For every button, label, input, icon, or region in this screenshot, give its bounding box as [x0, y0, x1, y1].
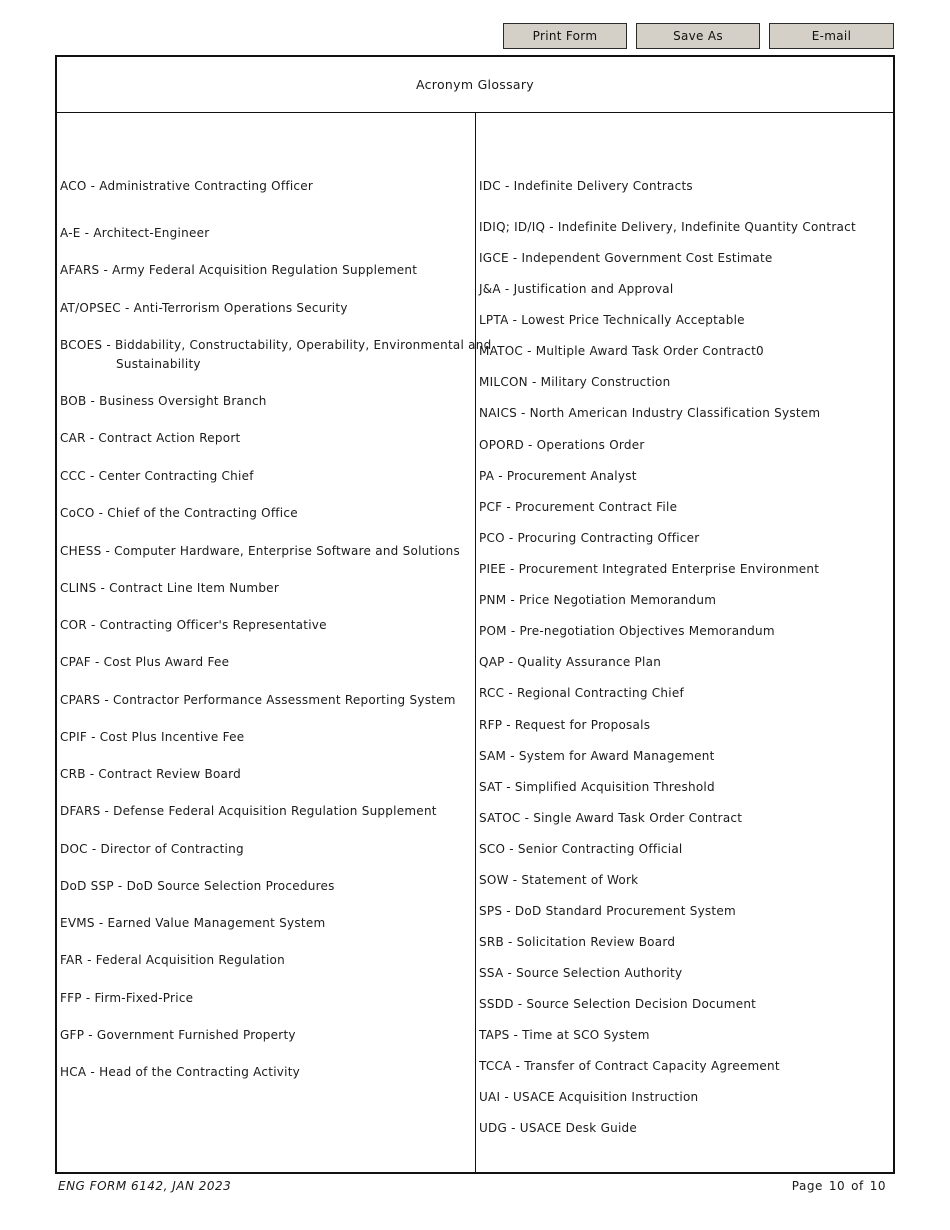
glossary-entry-text: J&A - Justification and Approval: [479, 282, 674, 296]
glossary-entry: [479, 177, 889, 196]
glossary-entry-text: SAM - System for Award Management: [479, 749, 715, 763]
glossary-entry: [479, 995, 889, 1014]
glossary-entry-text: IDC - Indefinite Delivery Contracts: [479, 179, 693, 193]
glossary-entry: [479, 1057, 889, 1076]
email-button[interactable]: E-mail: [769, 23, 894, 49]
form-identifier: ENG FORM 6142, JAN 2023: [58, 1179, 232, 1193]
glossary-entry: [60, 691, 470, 710]
glossary-entry-text: COR - Contracting Officer's Representative: [60, 618, 327, 632]
glossary-entry: [479, 529, 889, 548]
glossary-entry-text: AFARS - Army Federal Acquisition Regulation Supplement: [60, 263, 418, 277]
glossary-entry: [60, 616, 470, 635]
glossary-entry-text: SOW - Statement of Work: [479, 873, 639, 887]
glossary-entry-text: IGCE - Independent Government Cost Estimate: [479, 251, 773, 265]
glossary-entry-text: HCA - Head of the Contracting Activity: [60, 1065, 301, 1079]
glossary-title: Acronym Glossary: [57, 57, 893, 113]
glossary-entry: [60, 579, 470, 598]
glossary-entry-text: GFP - Government Furnished Property: [60, 1028, 296, 1042]
glossary-entry: [60, 542, 470, 561]
glossary-entry: [60, 877, 470, 896]
form-toolbar: [503, 23, 894, 51]
glossary-entry: [479, 1119, 889, 1138]
glossary-entry-text: IDIQ; ID/IQ - Indefinite Delivery, Indefinite Quantity Contract: [479, 220, 856, 234]
glossary-entry-text: TCCA - Transfer of Contract Capacity Agreement: [479, 1059, 780, 1073]
glossary-entry-text: MATOC - Multiple Award Task Order Contract0: [479, 344, 764, 358]
glossary-entry-text: CAR - Contract Action Report: [60, 431, 241, 445]
glossary-entry-text: PA - Procurement Analyst: [479, 469, 637, 483]
glossary-entry: [60, 299, 470, 318]
glossary-entry-text: UDG - USACE Desk Guide: [479, 1121, 638, 1135]
glossary-entry-text: BOB - Business Oversight Branch: [60, 394, 267, 408]
glossary-entry: [479, 498, 889, 517]
glossary-entry: [60, 653, 470, 672]
glossary-entry-text: SPS - DoD Standard Procurement System: [479, 904, 736, 918]
glossary-entry: [60, 392, 470, 411]
glossary-entry: [479, 840, 889, 859]
glossary-entry: [479, 311, 889, 330]
glossary-entry-text: CHESS - Computer Hardware, Enterprise Software and Solutions: [60, 544, 460, 558]
glossary-entry-text: CoCO - Chief of the Contracting Office: [60, 506, 298, 520]
glossary-entry: [479, 280, 889, 299]
glossary-entry-text: UAI - USACE Acquisition Instruction: [479, 1090, 699, 1104]
glossary-entry-text: CRB - Contract Review Board: [60, 767, 241, 781]
glossary-entry: [479, 436, 889, 455]
glossary-entry-text: PIEE - Procurement Integrated Enterprise Environment: [479, 562, 820, 576]
glossary-entry-text: FAR - Federal Acquisition Regulation: [60, 953, 285, 967]
glossary-entry: [479, 653, 889, 672]
glossary-entry: [60, 336, 492, 374]
glossary-entry: [479, 747, 889, 766]
form-frame: [55, 55, 895, 1174]
glossary-entry: [479, 249, 889, 268]
glossary-entry-text: AT/OPSEC - Anti-Terrorism Operations Security: [60, 301, 348, 315]
page-label: Page: [791, 1179, 823, 1193]
glossary-entry-text: ACO - Administrative Contracting Officer: [60, 179, 314, 193]
glossary-entry: [479, 560, 889, 579]
glossary-entry: [479, 591, 889, 610]
glossary-entry-text: PNM - Price Negotiation Memorandum: [479, 593, 717, 607]
glossary-entry-text: FFP - Firm-Fixed-Price: [60, 991, 194, 1005]
glossary-entry-text: RCC - Regional Contracting Chief: [479, 686, 684, 700]
glossary-entry: [60, 802, 470, 821]
glossary-entry: [60, 429, 470, 448]
glossary-entry-text: RFP - Request for Proposals: [479, 718, 651, 732]
of-label: of: [851, 1179, 864, 1193]
glossary-entry: [60, 728, 470, 747]
glossary-entry: [479, 1026, 889, 1045]
glossary-entry: [60, 1063, 470, 1082]
glossary-entry-text: SSA - Source Selection Authority: [479, 966, 683, 980]
glossary-entry: [479, 467, 889, 486]
glossary-entry-text: EVMS - Earned Value Management System: [60, 916, 326, 930]
glossary-entry-text: BCOES - Biddability, Constructability, Operability, Environmental and: [60, 338, 492, 352]
glossary-entry: [60, 989, 470, 1008]
glossary-entry-text: OPORD - Operations Order: [479, 438, 645, 452]
glossary-entry: [60, 914, 470, 933]
glossary-entry-text: SSDD - Source Selection Decision Document: [479, 997, 757, 1011]
glossary-entry-text: PCF - Procurement Contract File: [479, 500, 678, 514]
glossary-entry: [479, 871, 889, 890]
glossary-entry: [479, 964, 889, 983]
glossary-entry: [60, 177, 470, 196]
glossary-entry-text: CPAF - Cost Plus Award Fee: [60, 655, 230, 669]
page-total: 10: [869, 1179, 886, 1193]
glossary-entry: [479, 716, 889, 735]
glossary-entry: [60, 1026, 470, 1045]
page-indicator: [786, 1179, 886, 1193]
glossary-entry: [479, 622, 889, 641]
glossary-entry-text: CLINS - Contract Line Item Number: [60, 581, 279, 595]
glossary-entry: [479, 809, 889, 828]
glossary-entry-text: TAPS - Time at SCO System: [479, 1028, 650, 1042]
glossary-entry: [479, 778, 889, 797]
glossary-entry-text: DOC - Director of Contracting: [60, 842, 244, 856]
glossary-entry-text: CCC - Center Contracting Chief: [60, 469, 254, 483]
glossary-entry-text: CPIF - Cost Plus Incentive Fee: [60, 730, 245, 744]
glossary-entry: [60, 261, 470, 280]
glossary-entry: [60, 951, 470, 970]
glossary-entry: [479, 404, 889, 423]
glossary-entry: [479, 218, 889, 237]
glossary-entry: [60, 504, 470, 523]
glossary-entry-text: DFARS - Defense Federal Acquisition Regulation Supplement: [60, 804, 437, 818]
glossary-entry-text: SATOC - Single Award Task Order Contract: [479, 811, 743, 825]
glossary-entry: [60, 467, 470, 486]
glossary-entry-text: SAT - Simplified Acquisition Threshold: [479, 780, 715, 794]
glossary-entry-text: SRB - Solicitation Review Board: [479, 935, 676, 949]
column-divider: [475, 113, 476, 1172]
glossary-entry: [60, 765, 470, 784]
glossary-entry: [479, 933, 889, 952]
glossary-entry: [60, 224, 470, 243]
glossary-entry: [479, 1088, 889, 1107]
glossary-entry-text: NAICS - North American Industry Classification System: [479, 406, 821, 420]
glossary-entry-text: POM - Pre-negotiation Objectives Memorandum: [479, 624, 775, 638]
glossary-entry-text: PCO - Procuring Contracting Officer: [479, 531, 700, 545]
glossary-entry-continuation: Sustainability: [116, 357, 201, 371]
glossary-entry-text: MILCON - Military Construction: [479, 375, 671, 389]
print-form-button[interactable]: Print Form: [503, 23, 627, 49]
glossary-entry-text: DoD SSP - DoD Source Selection Procedures: [60, 879, 335, 893]
save-as-button[interactable]: Save As: [636, 23, 760, 49]
glossary-entry-text: LPTA - Lowest Price Technically Acceptable: [479, 313, 745, 327]
glossary-entry-text: A-E - Architect-Engineer: [60, 226, 210, 240]
glossary-entry: [479, 902, 889, 921]
glossary-entry-text: SCO - Senior Contracting Official: [479, 842, 683, 856]
glossary-entry: [60, 840, 470, 859]
glossary-entry: [479, 684, 889, 703]
page-number: 10: [828, 1179, 846, 1193]
glossary-entry: [479, 373, 889, 392]
glossary-entry: [479, 342, 889, 361]
glossary-entry-text: CPARS - Contractor Performance Assessment Reporting System: [60, 693, 456, 707]
glossary-entry-text: QAP - Quality Assurance Plan: [479, 655, 662, 669]
